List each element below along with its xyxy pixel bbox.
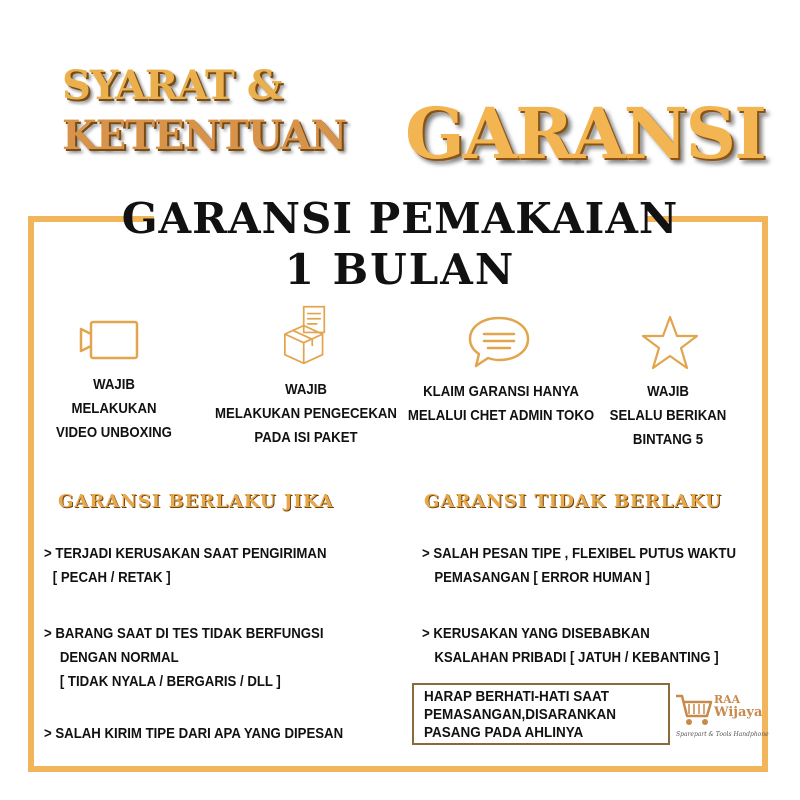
heading-warranty-invalid: GARANSI TIDAK BERLAKU bbox=[424, 491, 722, 512]
requirement-five-stars: WAJIB SELALU BERIKAN BINTANG 5 bbox=[609, 383, 727, 448]
installation-notice: HARAP BERHATI-HATI SAAT PEMASANGAN,DISARANKAN PASANG PADA AHLINYA bbox=[412, 683, 670, 745]
title-ketentuan: KETENTUAN bbox=[62, 112, 347, 159]
chat-bubble-icon bbox=[464, 312, 534, 372]
logo-tagline: Sparepart & Tools Handphone bbox=[676, 731, 769, 738]
heading-warranty-valid: GARANSI BERLAKU JIKA bbox=[58, 491, 334, 512]
valid-item-wrong-type-sent: > SALAH KIRIM TIPE DARI APA YANG DIPESAN bbox=[44, 725, 344, 742]
invalid-item-wrong-order: > SALAH PESAN TIPE , FLEXIBEL PUTUS WAKTU PEMASANGAN [ ERROR HUMAN ] bbox=[422, 545, 737, 586]
star-icon bbox=[635, 314, 705, 374]
warranty-period-duration: 1 BULAN bbox=[284, 245, 516, 294]
invalid-item-personal-fault: > KERUSAKAN YANG DISEBABKAN KSALAHAN PRIBADI [ JATUH / KEBANTING ] bbox=[422, 625, 719, 666]
requirement-claim-via-admin: KLAIM GARANSI HANYA MELALUI CHET ADMIN TOKO bbox=[407, 383, 595, 424]
warranty-period-title: GARANSI PEMAKAIAN bbox=[121, 194, 679, 243]
valid-item-not-functioning: > BARANG SAAT DI TES TIDAK BERFUNGSI DENGAN NORMAL [ TIDAK NYALA / BERGARIS / DLL ] bbox=[44, 625, 324, 690]
title-syarat: SYARAT & bbox=[62, 62, 282, 109]
package-box-icon bbox=[273, 305, 343, 365]
video-camera-icon bbox=[79, 314, 149, 374]
store-logo bbox=[674, 690, 774, 745]
shopping-cart-icon bbox=[674, 692, 714, 728]
requirement-video-unboxing: WAJIB MELAKUKAN VIDEO UNBOXING bbox=[56, 376, 172, 441]
requirement-package-check: WAJIB MELAKUKAN PENGECEKAN PADA ISI PAKET bbox=[215, 381, 397, 446]
title-garansi: GARANSI bbox=[405, 92, 765, 175]
valid-item-shipping-damage: > TERJADI KERUSAKAN SAAT PENGIRIMAN [ PECAH / RETAK ] bbox=[44, 545, 327, 586]
logo-name: RAA Wijaya bbox=[714, 693, 763, 720]
